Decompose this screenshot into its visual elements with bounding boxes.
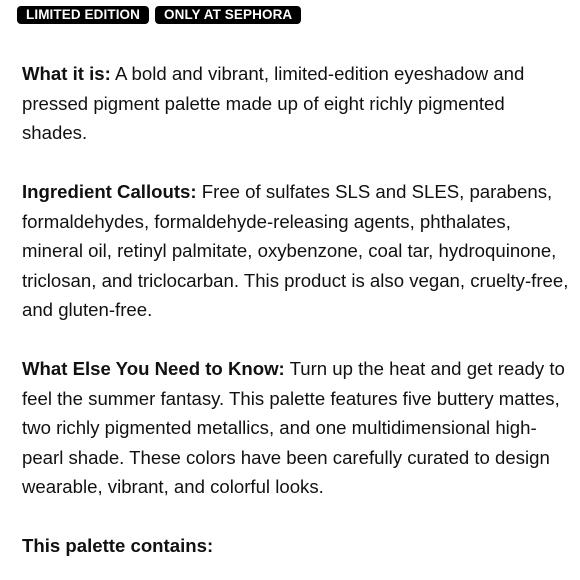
what-it-is-heading: What it is: bbox=[22, 63, 111, 84]
what-it-is-text: A bold and vibrant, limited-edition eyeshadow and pressed pigment palette made up of eight richly pigmented shades. bbox=[22, 63, 525, 143]
palette-contains-section bbox=[22, 531, 572, 561]
ingredient-callouts-heading: Ingredient Callouts: bbox=[22, 181, 197, 202]
badge-row bbox=[17, 6, 301, 24]
limited-edition-badge: LIMITED EDITION bbox=[17, 6, 149, 24]
what-it-is-section bbox=[22, 59, 572, 148]
what-else-paragraph bbox=[22, 354, 572, 502]
what-else-text: Turn up the heat and get ready to feel the summer fantasy. This palette features five buttery mattes, two richly pigmented metallics, and one multidimensional high-pearl shade. These colors have been carefully curated to design wearable, vibrant, and colorful looks. bbox=[22, 358, 565, 497]
ingredient-callouts-paragraph bbox=[22, 177, 572, 325]
what-else-heading: What Else You Need to Know: bbox=[22, 358, 285, 379]
only-at-sephora-badge: ONLY AT SEPHORA bbox=[155, 6, 301, 24]
what-it-is-paragraph bbox=[22, 59, 572, 148]
ingredient-callouts-section bbox=[22, 177, 572, 325]
ingredient-callouts-text: Free of sulfates SLS and SLES, parabens, formaldehydes, formaldehyde-releasing agents, phthalates, mineral oil, retinyl palmitate, oxybenzone, coal tar, hydroquinone, triclosan, and triclocarban. This product is also vegan, cruelty-free, and gluten-free. bbox=[22, 181, 569, 320]
palette-contains-heading: This palette contains: bbox=[22, 535, 214, 556]
palette-contains-paragraph bbox=[22, 531, 572, 561]
product-description bbox=[22, 59, 572, 580]
what-else-section bbox=[22, 354, 572, 502]
